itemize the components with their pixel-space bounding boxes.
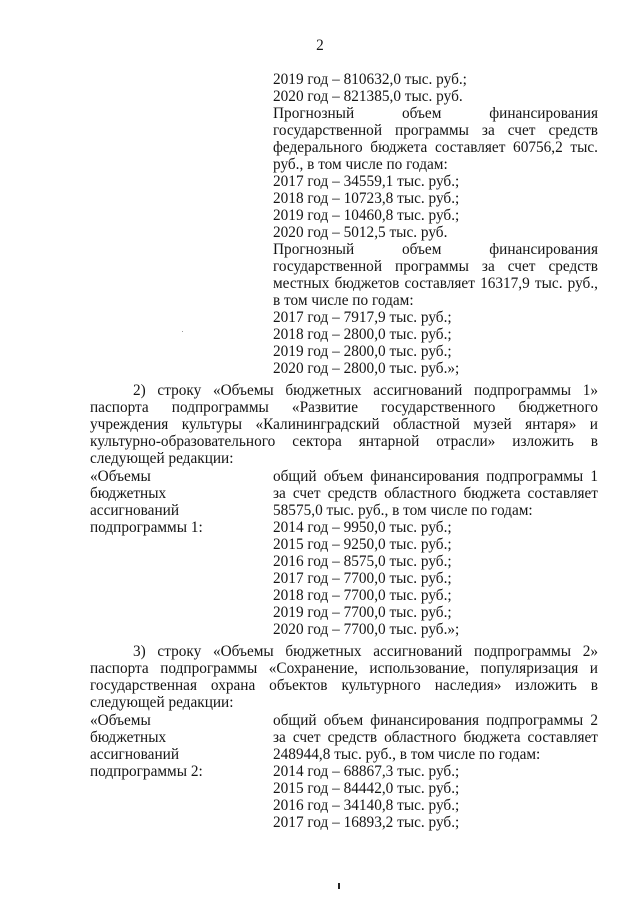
item3-label-line-1: «Объемы — [90, 712, 151, 729]
item2-year-2019: 2019 год – 7700,0 тыс. руб.; — [273, 604, 452, 621]
item3-label-line-4: подпрограммы 2: — [90, 763, 203, 780]
item2-label-line-3: ассигнований — [90, 502, 180, 519]
item2-year-2018: 2018 год – 7700,0 тыс. руб.; — [273, 587, 452, 604]
year-line-2020: 2020 год – 821385,0 тыс. руб. — [273, 88, 463, 105]
page-number: 2 — [316, 37, 324, 54]
local-year-2019: 2019 год – 2800,0 тыс. руб.; — [273, 343, 452, 360]
forecast-local-line-1: Прогнозный объем финансирования — [273, 241, 598, 258]
speck-mark — [182, 331, 183, 332]
forecast-local-line-4: в том числе по годам: — [273, 292, 414, 309]
item2-paragraph-line-2: паспорта подпрограммы «Развитие государственного бюджетного — [90, 399, 598, 416]
item3-value-line-2: за счет средств областного бюджета составляет — [273, 729, 598, 746]
item2-year-2015: 2015 год – 9250,0 тыс. руб.; — [273, 536, 452, 553]
item3-paragraph-line-4: следующей редакции: — [90, 694, 234, 711]
local-year-2018: 2018 год – 2800,0 тыс. руб.; — [273, 326, 452, 343]
footer-tick-mark — [338, 883, 340, 889]
item3-paragraph-line-3: государственная охрана объектов культурного наследия» изложить в — [90, 677, 598, 694]
item2-label-line-4: подпрограммы 1: — [90, 519, 203, 536]
forecast-federal-line-1: Прогнозный объем финансирования — [273, 105, 598, 122]
item2-paragraph-line-4: культурно-образовательного сектора янтарной отрасли» изложить в — [90, 433, 598, 450]
forecast-federal-line-3: федерального бюджета составляет 60756,2 тыс. — [273, 139, 598, 156]
federal-year-2018: 2018 год – 10723,8 тыс. руб.; — [273, 190, 460, 207]
year-line-2019: 2019 год – 810632,0 тыс. руб.; — [273, 71, 467, 88]
item3-year-2015: 2015 год – 84442,0 тыс. руб.; — [273, 780, 460, 797]
forecast-local-line-3: местных бюджетов составляет 16317,9 тыс. руб., — [273, 275, 598, 292]
local-year-2020: 2020 год – 2800,0 тыс. руб.»; — [273, 360, 460, 377]
item2-paragraph-line-3: учреждения культуры «Калининградский областной музей янтаря» и — [90, 416, 598, 433]
item2-label-line-2: бюджетных — [90, 485, 167, 502]
item2-value-line-2: за счет средств областного бюджета составляет — [273, 485, 598, 502]
item3-year-2016: 2016 год – 34140,8 тыс. руб.; — [273, 797, 460, 814]
item2-paragraph-line-1: 2) строку «Объемы бюджетных ассигнований подпрограммы 1» — [133, 382, 598, 399]
item2-value-line-3: 58575,0 тыс. руб., в том числе по годам: — [273, 502, 533, 519]
item3-paragraph-line-2: паспорта подпрограммы «Сохранение, использование, популяризация и — [90, 660, 598, 677]
item2-year-2017: 2017 год – 7700,0 тыс. руб.; — [273, 570, 452, 587]
item2-year-2020: 2020 год – 7700,0 тыс. руб.»; — [273, 621, 460, 638]
forecast-federal-line-2: государственной программы за счет средств — [273, 122, 598, 139]
item3-label-line-2: бюджетных — [90, 729, 167, 746]
forecast-local-line-2: государственной программы за счет средств — [273, 258, 598, 275]
federal-year-2020: 2020 год – 5012,5 тыс. руб. — [273, 224, 448, 241]
item3-year-2014: 2014 год – 68867,3 тыс. руб.; — [273, 763, 460, 780]
federal-year-2019: 2019 год – 10460,8 тыс. руб.; — [273, 207, 460, 224]
item3-paragraph-line-1: 3) строку «Объемы бюджетных ассигнований подпрограммы 2» — [133, 643, 598, 660]
item3-value-line-3: 248944,8 тыс. руб., в том числе по годам: — [273, 746, 541, 763]
item3-year-2017: 2017 год – 16893,2 тыс. руб.; — [273, 814, 460, 831]
item2-year-2016: 2016 год – 8575,0 тыс. руб.; — [273, 553, 452, 570]
item2-paragraph-line-5: следующей редакции: — [90, 450, 234, 467]
item2-value-line-1: общий объем финансирования подпрограммы 1 — [273, 468, 598, 485]
item2-label-line-1: «Объемы — [90, 468, 151, 485]
item2-year-2014: 2014 год – 9950,0 тыс. руб.; — [273, 519, 452, 536]
item3-label-line-3: ассигнований — [90, 746, 180, 763]
forecast-federal-line-4: руб., в том числе по годам: — [273, 156, 448, 173]
local-year-2017: 2017 год – 7917,9 тыс. руб.; — [273, 309, 452, 326]
federal-year-2017: 2017 год – 34559,1 тыс. руб.; — [273, 173, 460, 190]
item3-value-line-1: общий объем финансирования подпрограммы 2 — [273, 712, 598, 729]
